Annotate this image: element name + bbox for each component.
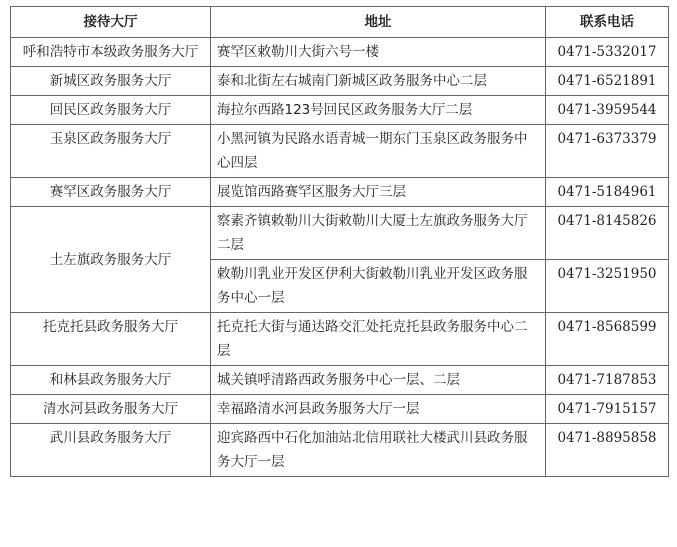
service-hall-table bbox=[10, 6, 669, 477]
hall-phone: 0471-7187853 bbox=[546, 366, 669, 395]
hall-address: 托克托大街与通达路交汇处托克托县政务服务中心二层 bbox=[211, 313, 546, 366]
table-row bbox=[11, 67, 669, 96]
table-row bbox=[11, 424, 669, 477]
table-header-row bbox=[11, 7, 669, 38]
hall-address: 展览馆西路赛罕区服务大厅三层 bbox=[211, 178, 546, 207]
hall-address: 察素齐镇敕勒川大街敕勒川大厦土左旗政务服务大厅二层 bbox=[211, 207, 546, 260]
table-row bbox=[11, 366, 669, 395]
hall-phone: 0471-8145826 bbox=[546, 207, 669, 260]
hall-name: 武川县政务服务大厅 bbox=[11, 424, 211, 477]
hall-name: 清水河县政务服务大厅 bbox=[11, 395, 211, 424]
hall-address: 海拉尔西路123号回民区政务服务大厅二层 bbox=[211, 96, 546, 125]
hall-name: 赛罕区政务服务大厅 bbox=[11, 178, 211, 207]
table-row bbox=[11, 207, 669, 260]
hall-address: 敕勒川乳业开发区伊利大街敕勒川乳业开发区政务服务中心一层 bbox=[211, 260, 546, 313]
hall-name: 玉泉区政务服务大厅 bbox=[11, 125, 211, 178]
hall-phone: 0471-3959544 bbox=[546, 96, 669, 125]
hall-name: 和林县政务服务大厅 bbox=[11, 366, 211, 395]
hall-phone: 0471-5332017 bbox=[546, 38, 669, 67]
hall-name: 呼和浩特市本级政务服务大厅 bbox=[11, 38, 211, 67]
hall-phone: 0471-7915157 bbox=[546, 395, 669, 424]
hall-phone: 0471-8568599 bbox=[546, 313, 669, 366]
table-row bbox=[11, 96, 669, 125]
hall-name: 回民区政务服务大厅 bbox=[11, 96, 211, 125]
table-row bbox=[11, 395, 669, 424]
hall-address: 泰和北街左右城南门新城区政务服务中心二层 bbox=[211, 67, 546, 96]
hall-phone: 0471-6373379 bbox=[546, 125, 669, 178]
hall-name: 土左旗政务服务大厅 bbox=[11, 207, 211, 313]
table-row bbox=[11, 178, 669, 207]
table-row bbox=[11, 313, 669, 366]
hall-address: 小黑河镇为民路水语青城一期东门玉泉区政务服务中心四层 bbox=[211, 125, 546, 178]
table-row bbox=[11, 38, 669, 67]
hall-phone: 0471-6521891 bbox=[546, 67, 669, 96]
hall-address: 幸福路清水河县政务服务大厅一层 bbox=[211, 395, 546, 424]
hall-address: 赛罕区敕勒川大街六号一楼 bbox=[211, 38, 546, 67]
header-hall: 接待大厅 bbox=[11, 7, 211, 38]
header-phone: 联系电话 bbox=[546, 7, 669, 38]
hall-address: 城关镇呼清路西政务服务中心一层、二层 bbox=[211, 366, 546, 395]
table-row bbox=[11, 125, 669, 178]
hall-name: 新城区政务服务大厅 bbox=[11, 67, 211, 96]
hall-address: 迎宾路西中石化加油站北信用联社大楼武川县政务服务大厅一层 bbox=[211, 424, 546, 477]
header-address: 地址 bbox=[211, 7, 546, 38]
hall-name: 托克托县政务服务大厅 bbox=[11, 313, 211, 366]
hall-phone: 0471-8895858 bbox=[546, 424, 669, 477]
hall-phone: 0471-3251950 bbox=[546, 260, 669, 313]
hall-phone: 0471-5184961 bbox=[546, 178, 669, 207]
